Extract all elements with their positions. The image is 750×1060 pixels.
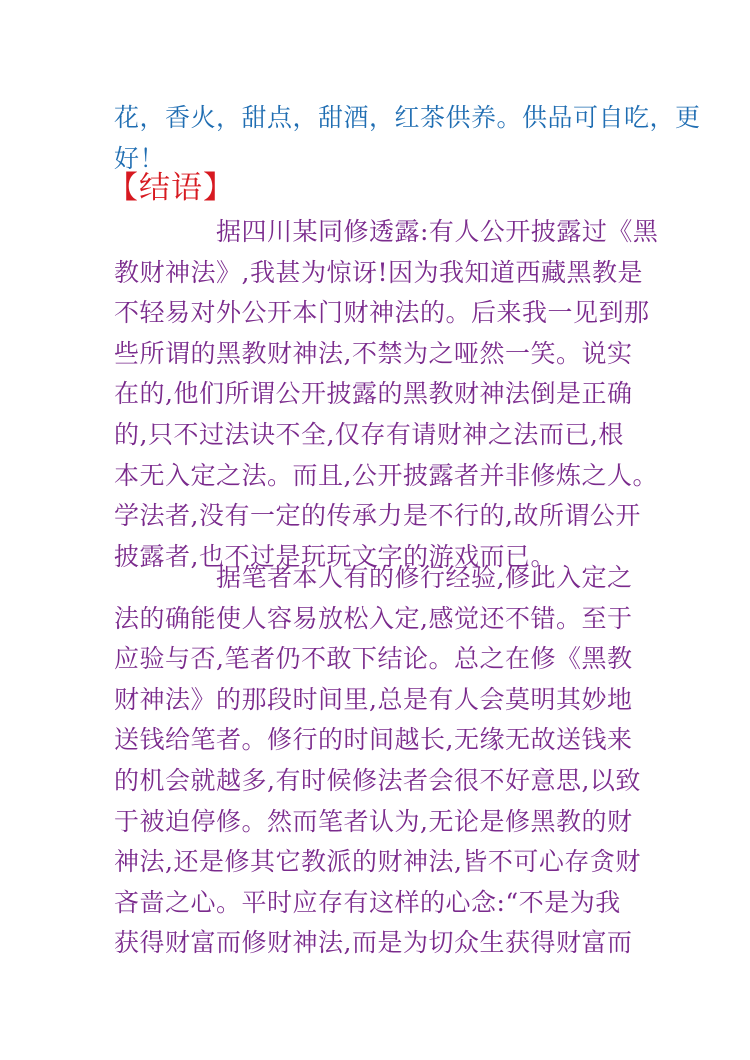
paragraph1-line-2: 教财神法》,我甚为惊讶!因为我知道西藏黑教是 [114, 257, 643, 287]
paragraph2-line-2: 法的确能使人容易放松入定,感觉还不错。至于 [114, 603, 633, 633]
paragraph1-line-5: 在的,他们所谓公开披露的黑教财神法倒是正确 [114, 379, 633, 409]
paragraph2-line-4: 财神法》的那段时间里,总是有人会莫明其妙地 [114, 684, 633, 714]
body-paragraph-2 [114, 558, 644, 964]
paragraph2-line-6: 的机会就越多,有时候修法者会很不好意思,以致 [114, 765, 641, 795]
paragraph1-line-4: 些所谓的黑教财神法,不禁为之哑然一笑。说实 [114, 338, 633, 368]
paragraph2-line-5: 送钱给笔者。修行的时间越长,无缘无故送钱来 [114, 725, 633, 755]
paragraph2-line-9: 吝啬之心。平时应存有这样的心念:“不是为我 [114, 887, 621, 917]
paragraph1-line-7: 本无入定之法。而且,公开披露者并非修炼之人。 [114, 460, 658, 490]
paragraph2-line-1: 据笔者本人有的修行经验,修此入定之 [114, 563, 633, 592]
paragraph1-line-3: 不轻易对外公开本门财神法的。后来我一见到那 [114, 298, 650, 328]
paragraph1-line-9: 披露者,也不过是玩玩文字的游戏而已。 [114, 541, 556, 571]
intro-line-2: 好！ [114, 143, 166, 173]
intro-line-1: 花，香火，甜点，甜酒，红茶供养。供品可自吃，更 [114, 103, 701, 132]
paragraph1-line-8: 学法者,没有一定的传承力是不行的,故所谓公开 [114, 501, 641, 531]
paragraph1-line-1: 据四川某同修透露:有人公开披露过《黑 [114, 217, 659, 246]
paragraph2-line-8: 神法,还是修其它教派的财神法,皆不可心存贪财 [114, 847, 641, 877]
paragraph2-line-3: 应验与否,笔者仍不敢下结论。总之在修《黑教 [114, 644, 633, 674]
body-paragraph-1 [114, 212, 659, 577]
paragraph2-line-7: 于被迫停修。然而笔者认为,无论是修黑教的财 [114, 806, 633, 836]
paragraph1-line-6: 的,只不过法诀不全,仅存有请财神之法而已,根 [114, 419, 624, 449]
paragraph2-line-10: 获得财富而修财神法,而是为切众生获得财富而 [114, 928, 633, 958]
section-heading: 【结语】 [107, 170, 235, 206]
